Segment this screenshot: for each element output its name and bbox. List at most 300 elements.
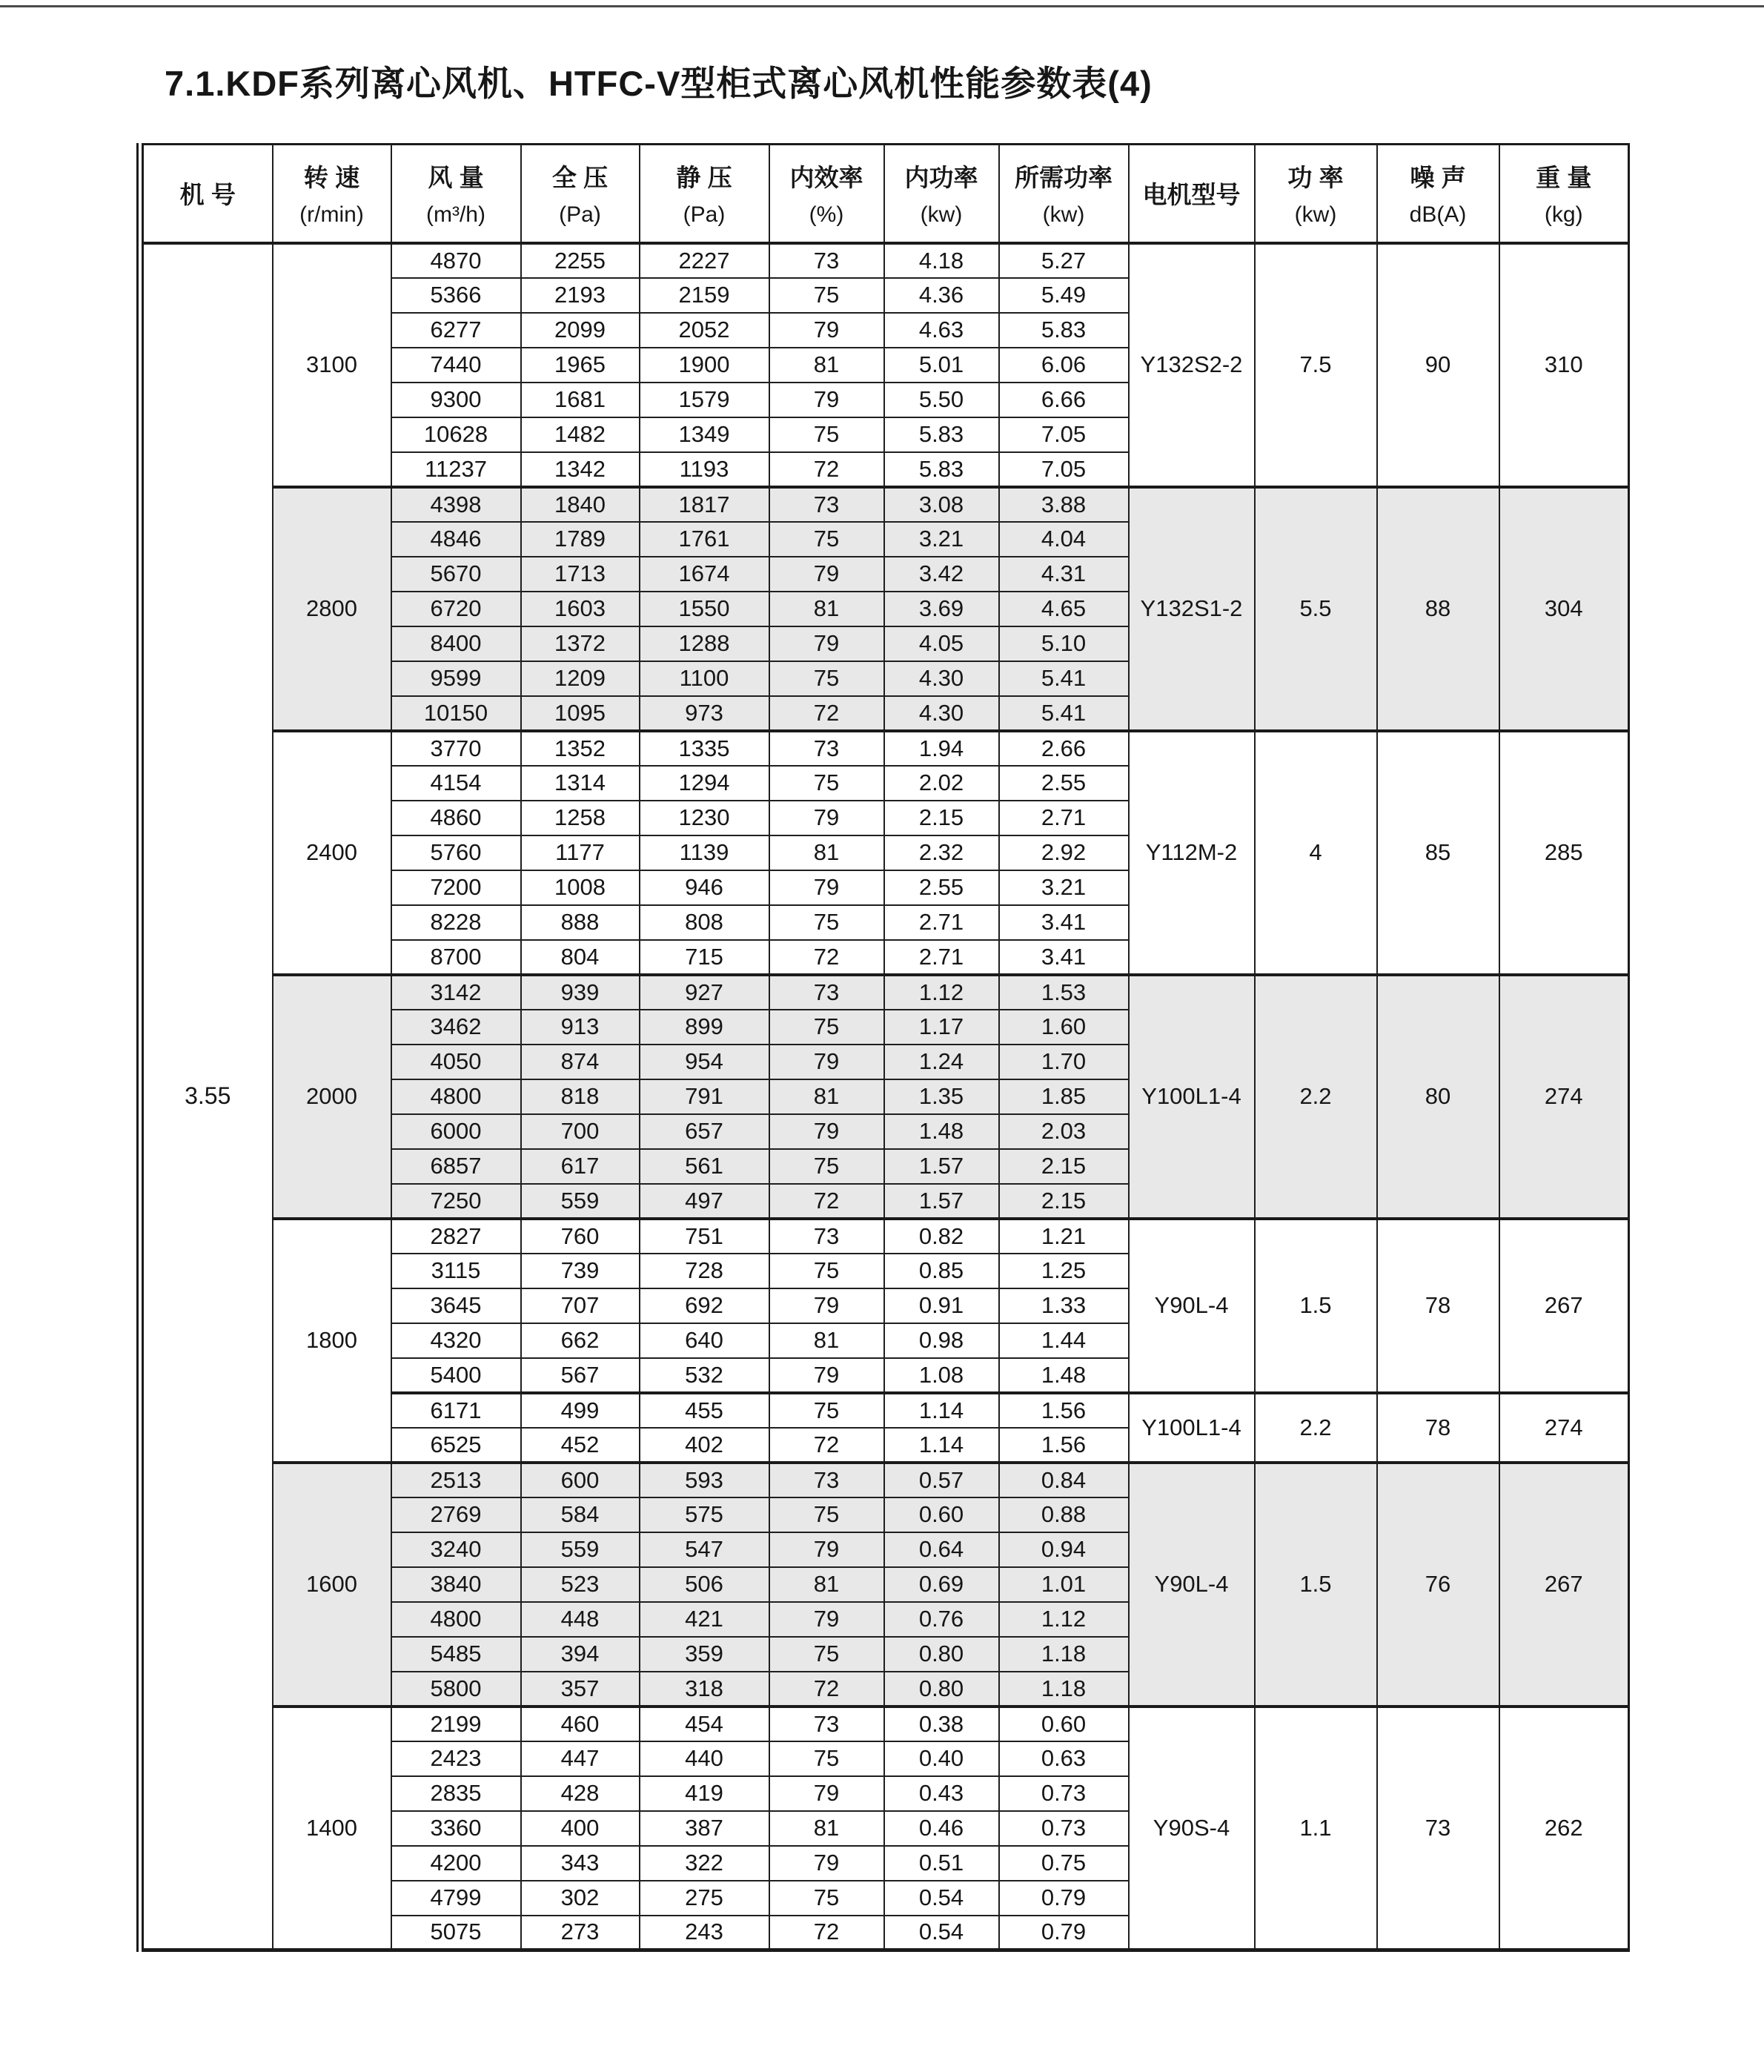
cell-required-power: 4.04	[999, 522, 1129, 557]
cell-static-pressure: 387	[640, 1811, 769, 1846]
cell-flow: 6171	[391, 1393, 521, 1428]
motor-power-cell: 2.2	[1255, 1393, 1377, 1463]
cell-internal-power: 5.83	[884, 417, 999, 452]
cell-total-pressure: 1258	[521, 801, 640, 835]
cell-total-pressure: 2255	[521, 243, 640, 278]
cell-internal-power: 4.18	[884, 243, 999, 278]
table-row	[143, 1219, 1629, 1254]
column-header-label: 机 号	[179, 181, 236, 209]
cell-total-pressure: 1840	[521, 487, 640, 522]
cell-required-power: 1.33	[999, 1288, 1129, 1323]
column-header-label: 所需功率	[1015, 164, 1113, 192]
cell-efficiency: 75	[769, 905, 884, 940]
cell-internal-power: 5.50	[884, 383, 999, 417]
cell-internal-power: 1.12	[884, 975, 999, 1010]
motor-power-cell: 1.5	[1255, 1463, 1377, 1707]
cell-flow: 4200	[391, 1846, 521, 1881]
cell-flow: 4800	[391, 1602, 521, 1637]
noise-cell: 80	[1377, 975, 1499, 1219]
cell-total-pressure: 1352	[521, 731, 640, 766]
cell-internal-power: 5.83	[884, 452, 999, 487]
cell-efficiency: 72	[769, 696, 884, 731]
cell-efficiency: 81	[769, 1079, 884, 1114]
cell-required-power: 1.60	[999, 1010, 1129, 1045]
cell-required-power: 3.41	[999, 905, 1129, 940]
page-title: 7.1.KDF系列离心风机、HTFC-V型柜式离心风机性能参数表(4)	[165, 64, 1153, 103]
cell-internal-power: 4.05	[884, 626, 999, 661]
cell-efficiency: 81	[769, 1811, 884, 1846]
cell-internal-power: 2.32	[884, 835, 999, 870]
cell-efficiency: 75	[769, 1254, 884, 1288]
cell-flow: 5075	[391, 1916, 521, 1950]
cell-internal-power: 0.43	[884, 1776, 999, 1811]
cell-static-pressure: 1761	[640, 522, 769, 557]
table-row	[143, 731, 1629, 766]
cell-required-power: 6.66	[999, 383, 1129, 417]
cell-total-pressure: 939	[521, 975, 640, 1010]
column-header-label: 静 压	[676, 164, 732, 192]
cell-static-pressure: 532	[640, 1358, 769, 1393]
cell-flow: 8700	[391, 940, 521, 975]
cell-flow: 4799	[391, 1881, 521, 1916]
cell-total-pressure: 804	[521, 940, 640, 975]
cell-total-pressure: 1482	[521, 417, 640, 452]
column-header-unit: (Pa)	[683, 202, 726, 228]
cell-flow: 6277	[391, 313, 521, 348]
column-header-unit: (kg)	[1544, 202, 1583, 228]
cell-internal-power: 0.54	[884, 1916, 999, 1950]
cell-total-pressure: 559	[521, 1184, 640, 1219]
cell-flow: 4398	[391, 487, 521, 522]
cell-total-pressure: 760	[521, 1219, 640, 1254]
cell-internal-power: 1.57	[884, 1184, 999, 1219]
cell-internal-power: 0.60	[884, 1497, 999, 1532]
cell-flow: 10628	[391, 417, 521, 452]
cell-total-pressure: 343	[521, 1846, 640, 1881]
cell-required-power: 7.05	[999, 417, 1129, 452]
cell-efficiency: 79	[769, 801, 884, 835]
cell-efficiency: 81	[769, 592, 884, 626]
cell-flow: 9599	[391, 661, 521, 696]
motor-model-cell: Y132S2-2	[1129, 243, 1255, 487]
cell-total-pressure: 2193	[521, 278, 640, 313]
cell-efficiency: 79	[769, 557, 884, 592]
cell-required-power: 0.79	[999, 1916, 1129, 1950]
cell-static-pressure: 1294	[640, 766, 769, 801]
cell-total-pressure: 357	[521, 1672, 640, 1707]
cell-internal-power: 1.17	[884, 1010, 999, 1045]
cell-static-pressure: 751	[640, 1219, 769, 1254]
cell-required-power: 3.21	[999, 870, 1129, 905]
cell-static-pressure: 1335	[640, 731, 769, 766]
cell-required-power: 1.01	[999, 1567, 1129, 1602]
weight-cell: 285	[1499, 731, 1629, 975]
cell-efficiency: 72	[769, 452, 884, 487]
cell-static-pressure: 692	[640, 1288, 769, 1323]
cell-static-pressure: 1288	[640, 626, 769, 661]
table-row	[143, 1463, 1629, 1497]
cell-static-pressure: 2159	[640, 278, 769, 313]
cell-static-pressure: 1900	[640, 348, 769, 383]
cell-total-pressure: 428	[521, 1776, 640, 1811]
weight-cell: 262	[1499, 1707, 1629, 1950]
cell-efficiency: 73	[769, 731, 884, 766]
cell-total-pressure: 1342	[521, 452, 640, 487]
cell-efficiency: 72	[769, 1916, 884, 1950]
column-header-8	[1129, 145, 1255, 243]
cell-flow: 6525	[391, 1428, 521, 1463]
cell-total-pressure: 447	[521, 1741, 640, 1776]
cell-internal-power: 0.46	[884, 1811, 999, 1846]
cell-internal-power: 2.71	[884, 905, 999, 940]
column-header-unit: (r/min)	[299, 202, 364, 228]
column-header-0	[143, 145, 273, 243]
cell-total-pressure: 739	[521, 1254, 640, 1288]
cell-required-power: 2.15	[999, 1184, 1129, 1219]
cell-internal-power: 0.98	[884, 1323, 999, 1358]
column-header-label: 功 率	[1287, 164, 1344, 192]
cell-flow: 3770	[391, 731, 521, 766]
cell-static-pressure: 402	[640, 1428, 769, 1463]
cell-static-pressure: 506	[640, 1567, 769, 1602]
cell-total-pressure: 559	[521, 1532, 640, 1567]
cell-flow: 3360	[391, 1811, 521, 1846]
weight-cell: 304	[1499, 487, 1629, 731]
column-header-2	[391, 145, 521, 243]
cell-required-power: 0.84	[999, 1463, 1129, 1497]
cell-internal-power: 1.35	[884, 1079, 999, 1114]
motor-model-cell: Y90L-4	[1129, 1219, 1255, 1393]
cell-efficiency: 75	[769, 1741, 884, 1776]
column-header-label: 电机型号	[1142, 181, 1241, 209]
column-header-label: 全 压	[551, 164, 609, 192]
cell-static-pressure: 440	[640, 1741, 769, 1776]
cell-efficiency: 75	[769, 661, 884, 696]
cell-efficiency: 75	[769, 1637, 884, 1672]
cell-efficiency: 72	[769, 1184, 884, 1219]
cell-internal-power: 1.14	[884, 1393, 999, 1428]
cell-required-power: 1.53	[999, 975, 1129, 1010]
cell-efficiency: 79	[769, 870, 884, 905]
cell-efficiency: 79	[769, 383, 884, 417]
cell-required-power: 6.06	[999, 348, 1129, 383]
cell-efficiency: 75	[769, 417, 884, 452]
cell-total-pressure: 394	[521, 1637, 640, 1672]
column-header-11	[1499, 145, 1629, 243]
cell-efficiency: 75	[769, 1497, 884, 1532]
motor-power-cell: 5.5	[1255, 487, 1377, 731]
table-body	[143, 243, 1629, 1950]
cell-efficiency: 79	[769, 1602, 884, 1637]
cell-flow: 5800	[391, 1672, 521, 1707]
column-header-5	[769, 145, 884, 243]
cell-total-pressure: 1681	[521, 383, 640, 417]
cell-flow: 11237	[391, 452, 521, 487]
cell-total-pressure: 452	[521, 1428, 640, 1463]
cell-static-pressure: 973	[640, 696, 769, 731]
column-header-label: 重 量	[1536, 164, 1592, 192]
column-header-4	[640, 145, 769, 243]
cell-required-power: 2.03	[999, 1114, 1129, 1149]
page-top-rule	[0, 5, 1764, 7]
cell-total-pressure: 600	[521, 1463, 640, 1497]
noise-cell: 76	[1377, 1463, 1499, 1707]
cell-flow: 7200	[391, 870, 521, 905]
column-header-7	[999, 145, 1129, 243]
cell-required-power: 0.60	[999, 1707, 1129, 1741]
cell-static-pressure: 421	[640, 1602, 769, 1637]
motor-power-cell: 1.1	[1255, 1707, 1377, 1950]
motor-power-cell: 1.5	[1255, 1219, 1377, 1393]
cell-internal-power: 0.57	[884, 1463, 999, 1497]
cell-static-pressure: 657	[640, 1114, 769, 1149]
cell-efficiency: 79	[769, 1776, 884, 1811]
cell-internal-power: 3.42	[884, 557, 999, 592]
cell-total-pressure: 1008	[521, 870, 640, 905]
motor-model-cell: Y100L1-4	[1129, 1393, 1255, 1463]
cell-total-pressure: 1789	[521, 522, 640, 557]
cell-total-pressure: 448	[521, 1602, 640, 1637]
cell-internal-power: 4.63	[884, 313, 999, 348]
cell-flow: 4154	[391, 766, 521, 801]
cell-internal-power: 0.64	[884, 1532, 999, 1567]
cell-efficiency: 79	[769, 1114, 884, 1149]
noise-cell: 85	[1377, 731, 1499, 975]
cell-internal-power: 0.54	[884, 1881, 999, 1916]
speed-cell: 1600	[273, 1463, 391, 1707]
cell-static-pressure: 575	[640, 1497, 769, 1532]
speed-cell: 2800	[273, 487, 391, 731]
cell-flow: 4870	[391, 243, 521, 278]
cell-required-power: 3.41	[999, 940, 1129, 975]
speed-cell: 1800	[273, 1219, 391, 1463]
table-row	[143, 1707, 1629, 1741]
noise-cell: 88	[1377, 487, 1499, 731]
column-header-label: 风 量	[428, 164, 484, 192]
cell-required-power: 5.83	[999, 313, 1129, 348]
cell-internal-power: 0.85	[884, 1254, 999, 1288]
motor-power-cell: 2.2	[1255, 975, 1377, 1219]
cell-efficiency: 75	[769, 1149, 884, 1184]
cell-required-power: 1.18	[999, 1637, 1129, 1672]
cell-required-power: 2.66	[999, 731, 1129, 766]
cell-total-pressure: 1095	[521, 696, 640, 731]
cell-total-pressure: 707	[521, 1288, 640, 1323]
cell-required-power: 5.41	[999, 661, 1129, 696]
cell-flow: 5485	[391, 1637, 521, 1672]
cell-internal-power: 0.76	[884, 1602, 999, 1637]
cell-flow: 2423	[391, 1741, 521, 1776]
cell-internal-power: 1.14	[884, 1428, 999, 1463]
cell-required-power: 0.79	[999, 1881, 1129, 1916]
cell-static-pressure: 1230	[640, 801, 769, 835]
cell-flow: 4846	[391, 522, 521, 557]
cell-efficiency: 79	[769, 1532, 884, 1567]
weight-cell: 267	[1499, 1219, 1629, 1393]
motor-model-cell: Y90S-4	[1129, 1707, 1255, 1950]
cell-static-pressure: 454	[640, 1707, 769, 1741]
cell-total-pressure: 400	[521, 1811, 640, 1846]
cell-static-pressure: 359	[640, 1637, 769, 1672]
cell-total-pressure: 662	[521, 1323, 640, 1358]
cell-efficiency: 73	[769, 487, 884, 522]
cell-total-pressure: 523	[521, 1567, 640, 1602]
cell-required-power: 0.73	[999, 1776, 1129, 1811]
cell-total-pressure: 913	[521, 1010, 640, 1045]
column-header-label: 内效率	[789, 164, 863, 192]
cell-internal-power: 3.21	[884, 522, 999, 557]
column-header-unit: (kw)	[1042, 202, 1085, 228]
cell-efficiency: 75	[769, 522, 884, 557]
cell-internal-power: 2.55	[884, 870, 999, 905]
cell-total-pressure: 567	[521, 1358, 640, 1393]
column-header-3	[521, 145, 640, 243]
cell-efficiency: 79	[769, 313, 884, 348]
cell-internal-power: 2.71	[884, 940, 999, 975]
cell-internal-power: 1.24	[884, 1045, 999, 1079]
weight-cell: 274	[1499, 1393, 1629, 1463]
cell-total-pressure: 2099	[521, 313, 640, 348]
cell-internal-power: 2.02	[884, 766, 999, 801]
machine-no-cell: 3.55	[143, 243, 273, 1950]
cell-flow: 2769	[391, 1497, 521, 1532]
cell-static-pressure: 640	[640, 1323, 769, 1358]
column-header-unit: (kw)	[920, 202, 963, 228]
cell-total-pressure: 1372	[521, 626, 640, 661]
cell-static-pressure: 791	[640, 1079, 769, 1114]
cell-static-pressure: 927	[640, 975, 769, 1010]
cell-efficiency: 73	[769, 243, 884, 278]
table-header	[143, 145, 1629, 243]
cell-efficiency: 81	[769, 1567, 884, 1602]
column-header-unit: (Pa)	[559, 202, 601, 228]
cell-internal-power: 2.15	[884, 801, 999, 835]
cell-total-pressure: 888	[521, 905, 640, 940]
cell-efficiency: 72	[769, 1672, 884, 1707]
weight-cell: 267	[1499, 1463, 1629, 1707]
cell-flow: 8228	[391, 905, 521, 940]
cell-required-power: 1.12	[999, 1602, 1129, 1637]
cell-flow: 4800	[391, 1079, 521, 1114]
cell-static-pressure: 715	[640, 940, 769, 975]
cell-flow: 6857	[391, 1149, 521, 1184]
cell-required-power: 5.10	[999, 626, 1129, 661]
cell-flow: 2835	[391, 1776, 521, 1811]
cell-flow: 2513	[391, 1463, 521, 1497]
noise-cell: 78	[1377, 1393, 1499, 1463]
cell-efficiency: 81	[769, 348, 884, 383]
cell-required-power: 2.92	[999, 835, 1129, 870]
cell-total-pressure: 1314	[521, 766, 640, 801]
cell-required-power: 2.71	[999, 801, 1129, 835]
cell-internal-power: 5.01	[884, 348, 999, 383]
cell-required-power: 4.31	[999, 557, 1129, 592]
cell-total-pressure: 460	[521, 1707, 640, 1741]
cell-static-pressure: 243	[640, 1916, 769, 1950]
cell-static-pressure: 547	[640, 1532, 769, 1567]
cell-static-pressure: 954	[640, 1045, 769, 1079]
speed-cell: 1400	[273, 1707, 391, 1950]
noise-cell: 78	[1377, 1219, 1499, 1393]
cell-flow: 4320	[391, 1323, 521, 1358]
cell-required-power: 1.21	[999, 1219, 1129, 1254]
cell-flow: 10150	[391, 696, 521, 731]
column-header-6	[884, 145, 999, 243]
cell-static-pressure: 1193	[640, 452, 769, 487]
cell-flow: 5760	[391, 835, 521, 870]
column-header-label: 转 速	[303, 164, 360, 192]
cell-static-pressure: 419	[640, 1776, 769, 1811]
cell-flow: 2827	[391, 1219, 521, 1254]
cell-total-pressure: 874	[521, 1045, 640, 1079]
cell-static-pressure: 899	[640, 1010, 769, 1045]
cell-static-pressure: 1579	[640, 383, 769, 417]
cell-efficiency: 81	[769, 1323, 884, 1358]
cell-required-power: 3.88	[999, 487, 1129, 522]
cell-required-power: 5.27	[999, 243, 1129, 278]
cell-efficiency: 79	[769, 626, 884, 661]
cell-static-pressure: 2052	[640, 313, 769, 348]
column-header-unit: (kw)	[1294, 202, 1337, 228]
column-header-1	[273, 145, 391, 243]
cell-flow: 6720	[391, 592, 521, 626]
noise-cell: 90	[1377, 243, 1499, 487]
cell-flow: 3645	[391, 1288, 521, 1323]
cell-total-pressure: 1713	[521, 557, 640, 592]
column-header-label: 噪 声	[1410, 164, 1466, 192]
cell-internal-power: 3.08	[884, 487, 999, 522]
cell-total-pressure: 499	[521, 1393, 640, 1428]
cell-flow: 3462	[391, 1010, 521, 1045]
speed-cell: 3100	[273, 243, 391, 487]
cell-internal-power: 1.08	[884, 1358, 999, 1393]
cell-required-power: 1.85	[999, 1079, 1129, 1114]
cell-required-power: 2.15	[999, 1149, 1129, 1184]
cell-flow: 7250	[391, 1184, 521, 1219]
cell-required-power: 1.56	[999, 1428, 1129, 1463]
cell-internal-power: 0.40	[884, 1741, 999, 1776]
table-row	[143, 243, 1629, 278]
cell-static-pressure: 1100	[640, 661, 769, 696]
cell-internal-power: 0.82	[884, 1219, 999, 1254]
cell-efficiency: 73	[769, 975, 884, 1010]
cell-internal-power: 3.69	[884, 592, 999, 626]
cell-flow: 2199	[391, 1707, 521, 1741]
cell-static-pressure: 318	[640, 1672, 769, 1707]
cell-internal-power: 0.51	[884, 1846, 999, 1881]
cell-efficiency: 79	[769, 1288, 884, 1323]
weight-cell: 274	[1499, 975, 1629, 1219]
cell-required-power: 1.44	[999, 1323, 1129, 1358]
cell-static-pressure: 455	[640, 1393, 769, 1428]
performance-table	[142, 143, 1630, 1952]
cell-efficiency: 79	[769, 1846, 884, 1881]
cell-flow: 7440	[391, 348, 521, 383]
cell-required-power: 1.18	[999, 1672, 1129, 1707]
cell-internal-power: 0.69	[884, 1567, 999, 1602]
speed-cell: 2400	[273, 731, 391, 975]
cell-static-pressure: 946	[640, 870, 769, 905]
cell-static-pressure: 497	[640, 1184, 769, 1219]
cell-required-power: 0.75	[999, 1846, 1129, 1881]
cell-efficiency: 79	[769, 1358, 884, 1393]
noise-cell: 73	[1377, 1707, 1499, 1950]
cell-flow: 4860	[391, 801, 521, 835]
cell-internal-power: 0.80	[884, 1672, 999, 1707]
cell-static-pressure: 808	[640, 905, 769, 940]
cell-flow: 6000	[391, 1114, 521, 1149]
cell-efficiency: 75	[769, 1010, 884, 1045]
